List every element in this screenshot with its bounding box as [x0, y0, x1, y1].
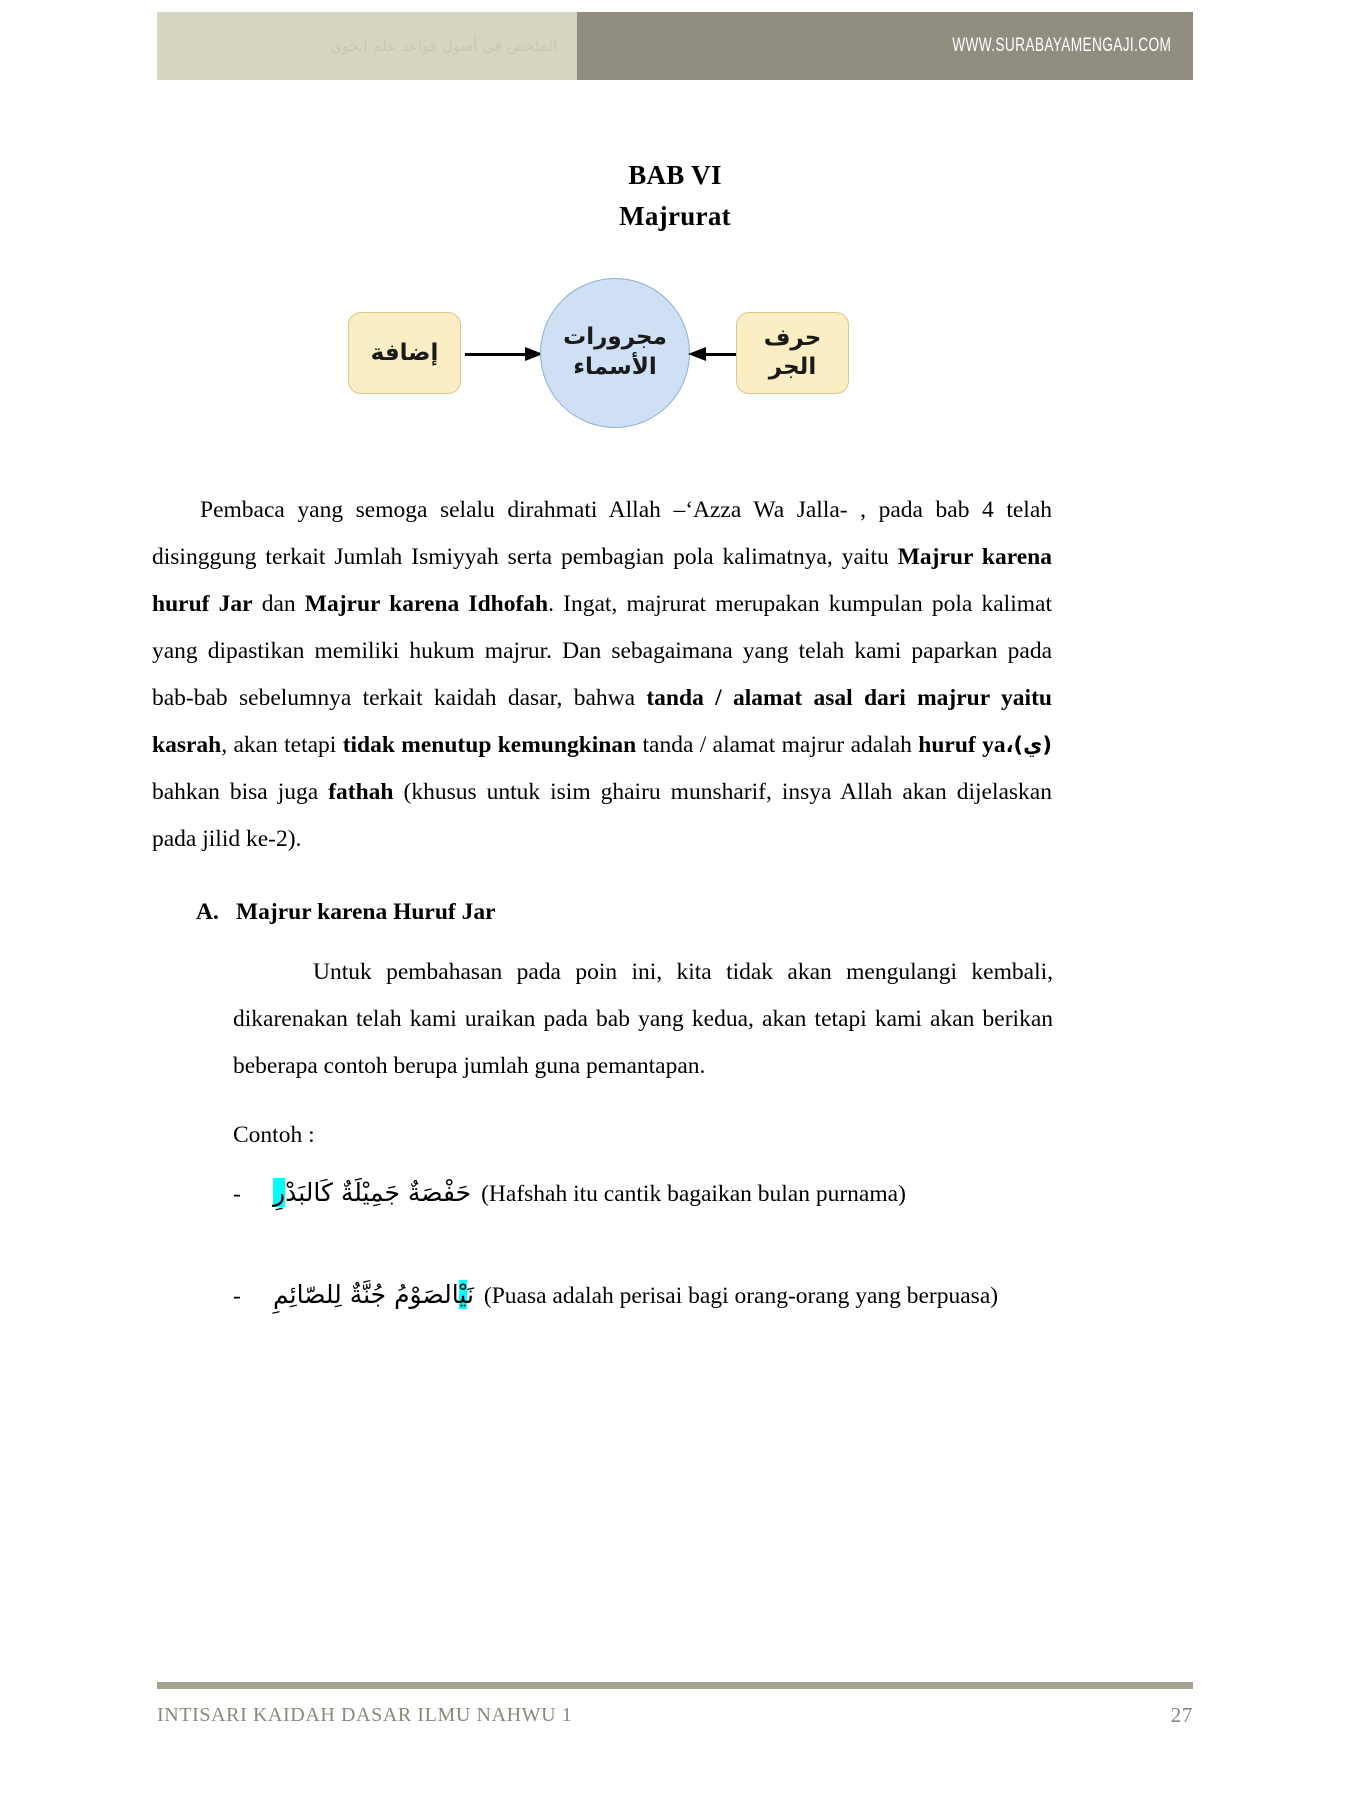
intro-arabic-ya: (ي)، — [1005, 733, 1052, 757]
intro-bold-majrur-huruf-jar: Majrur karena huruf Jar — [152, 544, 1052, 617]
example-2-bullet: - — [233, 1283, 241, 1309]
intro-text-e: , akan tetapi — [221, 732, 343, 758]
example-1-arabic — [273, 1178, 471, 1207]
example-2-translation: (Puasa adalah perisai bagi orang-orang yang berpuasa) — [483, 1283, 999, 1309]
example-2-arabic-post: نَ — [466, 1280, 474, 1309]
section-a-title: Majrur karena Huruf Jar — [236, 899, 496, 925]
header-right-panel — [577, 12, 1193, 80]
page-title — [0, 155, 1350, 236]
example-2-arabic-highlight: يْ — [459, 1280, 467, 1309]
page-header-banner — [157, 12, 1193, 80]
diagram-arrow-left-to-center — [465, 350, 543, 358]
arrow-head-icon — [688, 347, 706, 361]
intro-bold-huruf-ya: huruf ya — [918, 732, 1006, 758]
intro-content — [152, 487, 1052, 863]
section-a-heading — [196, 895, 1056, 929]
intro-text-c: dan — [252, 591, 305, 617]
diagram-node-harf-jar — [736, 312, 849, 394]
page-footer — [157, 1703, 1193, 1728]
example-2-arabic — [273, 1280, 474, 1309]
example-1-translation: (Hafshah itu cantik bagaikan bulan purnama) — [481, 1181, 906, 1207]
diagram-node-harf-jar-line1: حرف — [763, 325, 822, 352]
diagram-center-line1: مجرورات — [563, 324, 667, 351]
section-a-paragraph — [233, 949, 1053, 1090]
example-item-1 — [233, 1178, 1063, 1208]
intro-bold-fathah: fathah — [328, 779, 394, 805]
footer-divider — [157, 1682, 1193, 1689]
examples-block — [233, 1118, 1063, 1310]
examples-label: Contoh : — [233, 1122, 315, 1148]
footer-page-number: 27 — [1170, 1703, 1193, 1727]
example-1-arabic-text: حَفْصَةٌ جَمِيْلَةٌ كَالبَدْ — [285, 1178, 472, 1207]
example-item-2 — [233, 1280, 1063, 1310]
intro-text-f: tanda / alamat majrur adalah — [636, 732, 919, 758]
intro-text-d: . Ingat, majrurat merupakan kumpulan pola kalimat yang dipastikan memiliki hukum majrur. Dan sebagaimana yang telah kami paparkan pada bab-bab sebelumnya terkait kaidah dasar, bahwa — [152, 591, 1052, 711]
section-a — [196, 895, 1056, 1090]
diagram-node-center — [540, 278, 690, 428]
section-a-body — [233, 949, 1053, 1090]
majrurat-diagram — [340, 278, 880, 453]
example-1-arabic-highlight: رِ — [273, 1178, 286, 1207]
example-2-arabic-text: الصَوْمُ جُنَّةٌ لِلصّائِمِ — [273, 1280, 460, 1309]
intro-text-g: bahkan bisa juga — [152, 779, 329, 805]
arrow-shaft — [465, 353, 527, 356]
intro-bold-tanda-alamat: tanda / alamat asal dari majrur yaitu kasrah — [152, 685, 1052, 758]
footer-book-title: INTISARI KAIDAH DASAR ILMU NAHWU 1 — [157, 1704, 573, 1726]
diagram-center-line2: الأسماء — [573, 354, 657, 380]
intro-paragraph — [152, 487, 1052, 863]
header-arabic-title: الملخص في أصول قواعد علم انحوي — [330, 37, 557, 55]
intro-text-a: Pembaca yang semoga selalu dirahmati Allah –‘Azza Wa Jalla- , pada bab 4 telah disinggung terkait Jumlah Ismiyyah serta pembagian pola kalimatnya, yaitu — [152, 497, 1052, 570]
header-left-panel — [157, 12, 577, 80]
header-website-url: WWW.SURABAYAMENGAJI.COM — [951, 35, 1171, 56]
section-a-marker: A. — [196, 899, 219, 925]
diagram-node-idhofah-label: إضافة — [370, 339, 439, 366]
intro-text-h: (khusus untuk isim ghairu munsharif, insya Allah akan dijelaskan pada jilid ke-2). — [152, 779, 1052, 852]
section-a-paragraph-text: Untuk pembahasan pada poin ini, kita tidak akan mengulangi kembali, dikarenakan telah kami uraikan pada bab yang kedua, akan tetapi kami akan berikan beberapa contoh berupa jumlah guna pemantapan. — [233, 959, 1053, 1079]
intro-bold-tidak-menutup: tidak menutup kemungkinan — [342, 732, 637, 758]
intro-bold-majrur-idhofah: Majrur karena Idhofah — [304, 591, 549, 617]
chapter-number: BAB VI — [628, 160, 722, 190]
diagram-node-idhofah — [348, 312, 461, 394]
example-1-bullet: - — [233, 1181, 241, 1207]
diagram-node-harf-jar-line2: الجر — [768, 354, 817, 380]
chapter-name: Majrurat — [619, 200, 731, 231]
